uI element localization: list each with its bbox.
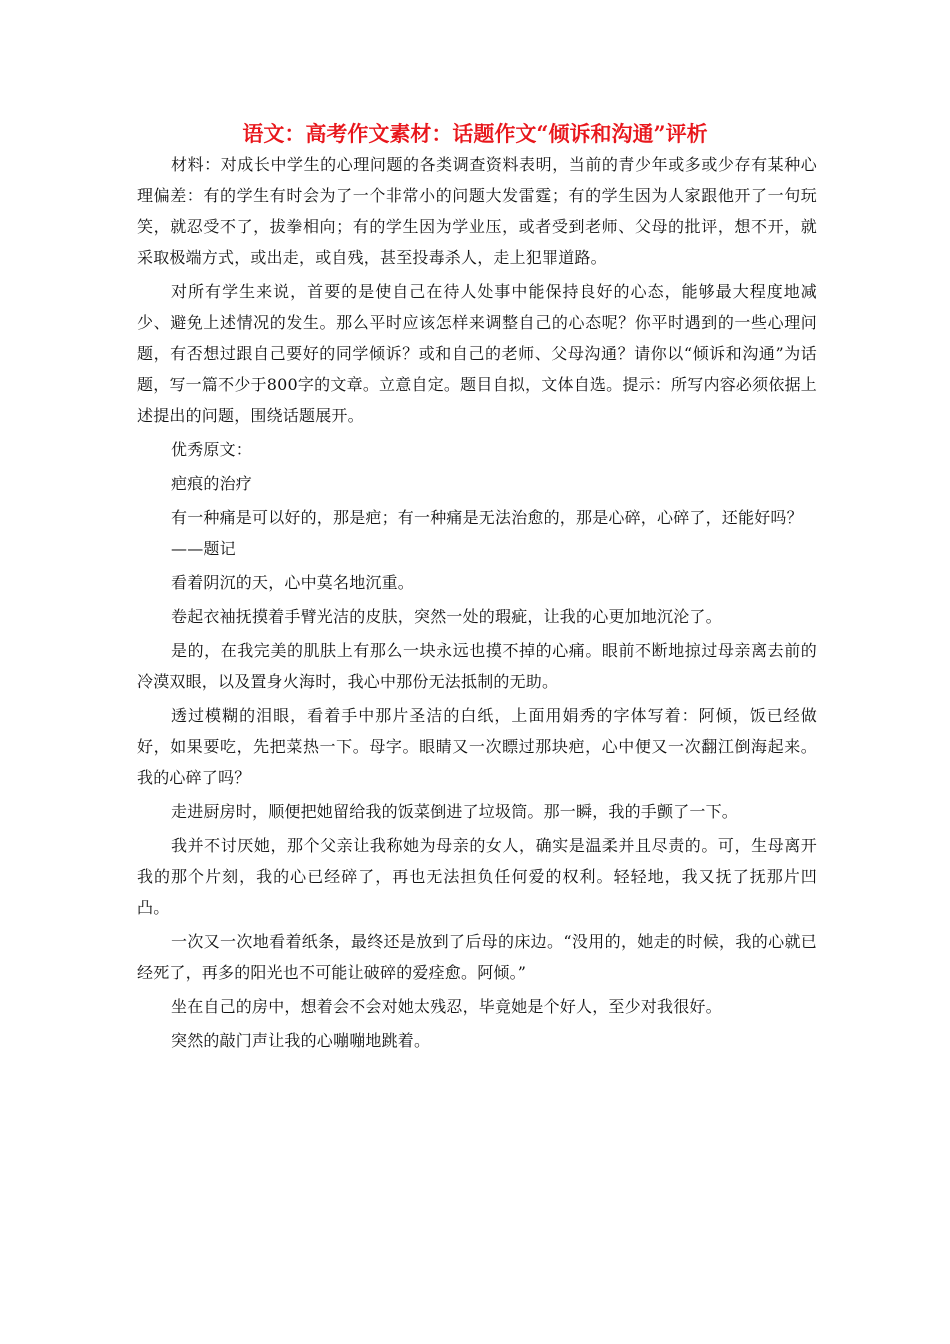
paragraph-prompt: 对所有学生来说，首要的是使自己在待人处事中能保持良好的心态，能够最大程度地减少、避免上述情况的发生。那么平时应该怎样来调整自己的心态呢？你平时遇到的一些心理问题，有否想过跟自己要好的同学倾诉？或和自己的老师、父母沟通？请你以“倾诉和沟通”为话题，写一篇不少于800字的文章。立意自定。题目自拟，文体自选。提示：所写内容必须依据上述提出的问题，围绕话题展开。 [137,282,817,425]
paragraph: 突然的敲门声让我的心嘣嘣地跳着。 [171,1031,431,1050]
document-body [137,149,817,1059]
paragraph: 一次又一次地看着纸条，最终还是放到了后母的床边。“没用的，她走的时候，我的心就已经死了，再多的阳光也不可能让破碎的爱痊愈。阿倾。” [137,932,817,982]
paragraph: 我并不讨厌她，那个父亲让我称她为母亲的女人，确实是温柔并且尽责的。可，生母离开我的那个片刻，我的心已经碎了，再也无法担负任何爱的权利。轻轻地，我又抚了抚那片凹凸。 [137,836,817,917]
paragraph: 是的，在我完美的肌肤上有那么一块永远也摸不掉的心痛。眼前不断地掠过母亲离去前的冷漠双眼，以及置身火海时，我心中那份无法抵制的无助。 [137,641,817,691]
paragraph-epigraph: 有一种痛是可以好的，那是疤；有一种痛是无法治愈的，那是心碎，心碎了，还能好吗？ [171,508,803,527]
paragraph: 透过模糊的泪眼，看着手中那片圣洁的白纸，上面用娟秀的字体写着：阿倾，饭已经做好，如果要吃，先把菜热一下。母字。眼睛又一次瞟过那块疤，心中便又一次翻江倒海起来。我的心碎了吗？ [137,706,817,787]
paragraph-excellent-label: 优秀原文： [171,440,253,459]
paragraph: 坐在自己的房中，想着会不会对她太残忍，毕竟她是个好人，至少对我很好。 [171,997,722,1016]
paragraph: 走进厨房时，顺便把她留给我的饭菜倒进了垃圾筒。那一瞬，我的手颤了一下。 [171,802,739,821]
paragraph: 卷起衣袖抚摸着手臂光洁的皮肤，突然一处的瑕疵，让我的心更加地沉沦了。 [171,607,722,626]
paragraph-essay-title: 疤痕的治疗 [171,474,253,493]
paragraph: 看着阴沉的天，心中莫名地沉重。 [171,573,415,592]
paragraph-epigraph-label: ——题记 [171,539,236,558]
document-title: 语文：高考作文素材：话题作文“倾诉和沟通”评析 [242,121,708,146]
paragraph-material: 材料：对成长中学生的心理问题的各类调查资料表明，当前的青少年或多或少存有某种心理偏差：有的学生有时会为了一个非常小的问题大发雷霆；有的学生因为人家跟他开了一句玩笑，就忍受不了，拔拳相向；有的学生因为学业压，或者受到老师、父母的批评，想不开，就采取极端方式，或出走，或自残，甚至投毒杀人，走上犯罪道路。 [137,155,817,267]
